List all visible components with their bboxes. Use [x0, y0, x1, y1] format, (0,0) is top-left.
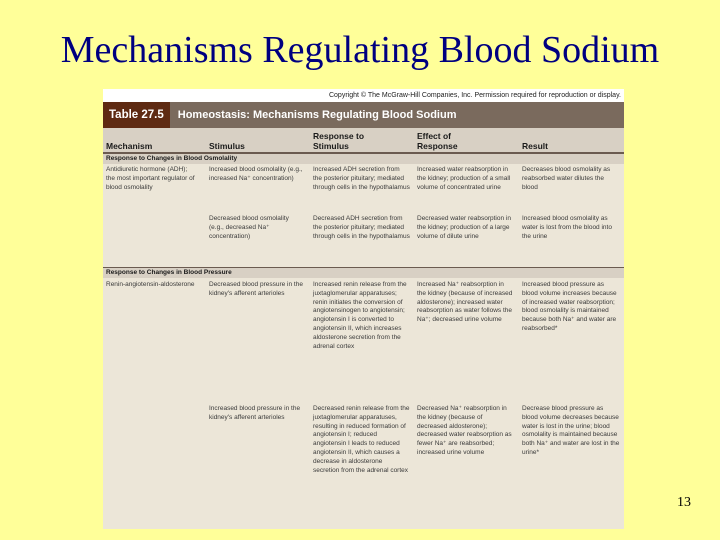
column-header-effect: Effect of Response [417, 131, 458, 151]
page-number: 13 [677, 495, 691, 510]
table-cell-mechanism: Antidiuretic hormone (ADH); the most important regulator of blood osmolality [106, 166, 195, 191]
table-cell-effect: Decreased Na⁺ reabsorption in the kidney (because of decreased aldosterone); decreased water reabsorption as fewer Na⁺ are reabsorbed; increased urine volume [417, 405, 512, 456]
table-cell-result: Increased blood pressure as blood volume increases because of increased water reabsorption; blood osmolality is maintained because both Na⁺ and water are reabsorbed* [522, 281, 617, 332]
table-cell-stimulus: Increased blood osmolality (e.g., increased Na⁺ concentration) [209, 166, 303, 182]
table-cell-effect: Increased water reabsorption in the kidney; production of a small volume of concentrated urine [417, 166, 511, 191]
table-cell-result: Decrease blood pressure as blood volume decreases because water is lost in the urine; blood osmolality is maintained because both Na⁺ and water are lost in the urine* [522, 405, 620, 456]
table-number: Table 27.5 [103, 102, 170, 128]
sodium-regulation-table [103, 89, 624, 529]
table-cell-mechanism: Renin-angiotensin-aldosterone [106, 281, 195, 288]
table-title: Homeostasis: Mechanisms Regulating Blood Sodium [177, 109, 457, 121]
table-cell-response: Increased renin release from the juxtaglomerular apparatuses; renin initiates the conversion of angiotensinogen to angiotensin; angiotensin I is converted to angiotensin II, which increases aldosterone secretion from the adrenal cortex [313, 281, 407, 350]
section-heading-blood-pressure: Response to Changes in Blood Pressure [103, 267, 624, 278]
table-cell-effect: Increased Na⁺ reabsorption in the kidney (because of increased aldosterone); increased water reabsorption as water follows the Na⁺; decreased urine volume [417, 281, 513, 324]
table-cell-response: Increased ADH secretion from the posterior pituitary; mediated through cells in the hypothalamus [313, 166, 410, 191]
column-header-response: Response to Stimulus [313, 131, 365, 151]
table-cell-stimulus: Decreased blood pressure in the kidney's afferent arterioles [209, 281, 303, 297]
copyright-notice: Copyright © The McGraw-Hill Companies, Inc. Permission required for reproduction or display. [103, 89, 624, 102]
section-heading-osmolality: Response to Changes in Blood Osmolality [103, 153, 624, 164]
table-header-bar [103, 102, 624, 128]
column-header-mechanism: Mechanism [106, 141, 153, 151]
table-cell-stimulus: Increased blood pressure in the kidney's afferent arterioles [209, 405, 301, 421]
column-header-stimulus: Stimulus [209, 141, 245, 151]
column-headers [103, 128, 624, 153]
table-cell-result: Increased blood osmolality as water is lost from the blood into the urine [522, 215, 612, 240]
table-cell-result: Decreases blood osmolality as reabsorbed water dilutes the blood [522, 166, 611, 191]
table-cell-stimulus: Decreased blood osmolality (e.g., decreased Na⁺ concentration) [209, 215, 289, 240]
table-cell-response: Decreased renin release from the juxtaglomerular apparatuses, resulting in reduced formation of angiotensin I; reduced angiotensin I leads to reduced angiotensin II, which causes a decrease in aldosterone secretion from the adrenal cortex [313, 405, 410, 474]
slide-title: Mechanisms Regulating Blood Sodium [60, 29, 660, 71]
table-cell-response: Decreased ADH secretion from the posterior pituitary; mediated through cells in the hypothalamus [313, 215, 410, 240]
table-cell-effect: Decreased water reabsorption in the kidney; production of a large volume of dilute urine [417, 215, 511, 240]
column-header-result: Result [522, 141, 548, 151]
